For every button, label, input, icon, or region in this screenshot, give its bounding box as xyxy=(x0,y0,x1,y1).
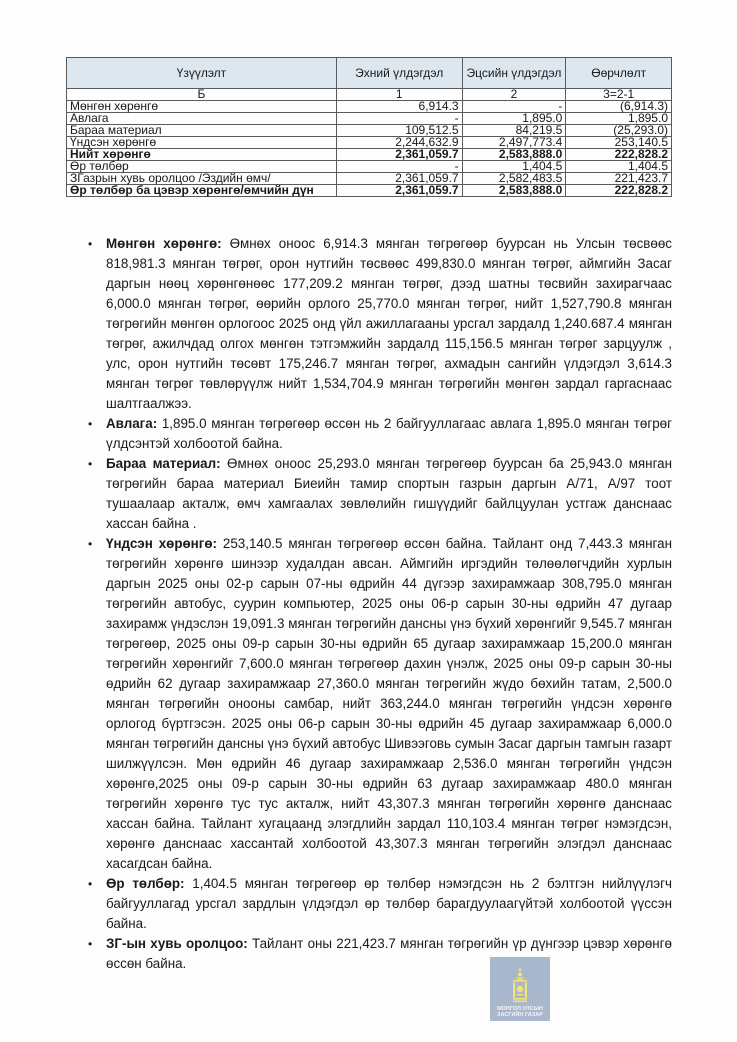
logo-text-line1: МОНГОЛ УЛСЫН xyxy=(496,1006,544,1012)
logo-text-line2: ЗАСГИЙН ГАЗАР xyxy=(497,1012,543,1018)
note-liabilities xyxy=(78,874,672,934)
row-end: 1,404.5 xyxy=(462,161,566,173)
note-fixed-assets xyxy=(78,534,672,874)
note-body: 253,140.5 мянган төгрөгөөр өссөн байна. Тайлант онд 7,443.3 мянган төгрөгийн хөрөнгө шинээр худалдан авсан. Аймгийн иргэдийн төлөөлөгчдийн хурлын даргын 2025 оны 02-р сарын 07-ны өдрийн 44 дүгээр захирамжаар 308,795.0 мянган төгрөгийн автобус, суурин компьютер, 2025 оны 06-р сарын 30-ны өдрийн 47 дугаар захирамж үндэслэн 19,091.3 мянган төгрөгийн дансны үнэ бүхий хөрөнгийг 9,545.7 мянган төгрөгөөр, 2025 оны 09-р сарын 30-ны өдрийн 65 дугаар захирамжаар 15,200.0 мянган төгрөгийн хөрөнгийг 7,600.0 мянган төгрөгөөр дахин үнэлж, 2025 оны 09-р сарын 30-ны өдрийн 62 дугаар захирамжаар 27,360.0 мянган төгрөгийн жүдо бөхийн татам, 2,500.0 мянган төгрөгийн онооны самбар, нийт 363,244.0 мянган төгрөгийн үндсэн хөрөнгө орлогод бүртгэсэн. 2025 оны 06-р сарын 30-ны өдрийн 45 дугаар захирамжаар 6,000.0 мянган төгрөгийн дансны үнэ бүхий автобус Шивээговь сумын Засаг даргын тамгын газарт шилжүүлсэн. Мөн өдрийн 46 дугаар захирамжаар 2,536.0 мянган төгрөгийн үндсэн хөрөнгө,2025 оны 09-р сарын 30-ны өдрийн 63 дугаар захирамжаар 480.0 мянган төгрөгийн хөрөнгө тус тус акталж, нийт 43,307.3 мянган төгрөгийн хөрөнгө данснаас хассан байна. Тайлант хугацаанд элэгдлийн зардал 110,103.4 мянган төгрөг нэмэгдсэн, хөрөнгө данснаас хассантай холбоотой 43,307.3 мянган төгрөгийн элэгдэл данснаас хасагдсан байна. xyxy=(106,536,672,871)
index-cell: 1 xyxy=(336,89,462,101)
row-change: 222,828.2 xyxy=(566,149,672,161)
table-row-total-liabilities-equity xyxy=(67,185,672,197)
note-body: Өмнөх оноос 25,293.0 мянган төгрөгөөр буурсан ба 25,943.0 мянган төгрөгийн бараа материал Биеийн тамир спортын газрын даргын А/71, А/97 тоот тушаалаар акталж, өмч хамгаалах зөвлөлийн гишүүдийг байлцуулан устгаж данснаас хассан байна . xyxy=(106,456,673,531)
table-header-row xyxy=(67,58,672,89)
index-cell: 3=2-1 xyxy=(566,89,672,101)
bullet-icon: • xyxy=(88,937,93,951)
note-heading: Өр төлбөр: xyxy=(106,876,185,891)
table-row xyxy=(67,125,672,137)
explanatory-notes-list xyxy=(78,234,672,974)
row-label: Нийт хөрөнгө xyxy=(67,149,337,161)
row-end: 84,219.5 xyxy=(462,125,566,137)
note-body: Өмнөх оноос 6,914.3 мянган төгрөгөөр буурсан нь Улсын төсвөөс 818,981.3 мянган төгрөг, орон нутгийн төсвөөс 499,830.0 мянган төгрөг, аймгийн Засаг даргын нөөц хөрөнгөнөөс 177,209.2 мянган төгрөг, дээд шатны төсвийн захирагчаас 6,000.0 мянган төгрөг, өөрийн орлого 25,770.0 мянган төгрөг, нийт 1,527,790.8 мянган төгрөгийн мөнгөн орлогоос 2025 онд үйл ажиллагааны урсгал зардалд 1,240.687.4 мянган төгрөг, ажилчдад олгох мөнгөн тэтгэмжийн зардалд 115,156.5 мянган төгрөг зарцуулж , улс, орон нутгийн төсөвт 175,246.7 мянган төгрөг, ахмадын сангийн үлдэгдэл 3,614.3 мянган төгрөг төвлөрүүлж нийт 1,534,704.9 мянган төгрөгийн мөнгөн зардал гаргаснаас шалтгаалжээ. xyxy=(106,236,672,411)
note-heading: Мөнгөн хөрөнгө: xyxy=(106,236,222,251)
index-cell: Б xyxy=(67,89,337,101)
bullet-icon: • xyxy=(88,457,93,471)
note-cash xyxy=(78,234,672,414)
row-change: 253,140.5 xyxy=(566,137,672,149)
row-start: 2,361,059.7 xyxy=(336,149,462,161)
row-label: Үндсэн хөрөнгө xyxy=(67,137,337,149)
row-end: 2,583,888.0 xyxy=(462,149,566,161)
row-change: 222,828.2 xyxy=(566,185,672,197)
bullet-icon: • xyxy=(88,877,93,891)
table-row xyxy=(67,137,672,149)
note-heading: Үндсэн хөрөнгө: xyxy=(106,536,217,551)
row-start: 109,512.5 xyxy=(336,125,462,137)
row-label: Өр төлбөр xyxy=(67,161,337,173)
row-start: 2,361,059.7 xyxy=(336,173,462,185)
row-label: Өр төлбөр ба цэвэр хөрөнгө/өмчийн дүн xyxy=(67,185,337,197)
bullet-icon: • xyxy=(88,537,93,551)
row-change: 1,404.5 xyxy=(566,161,672,173)
row-end: 2,582,483.5 xyxy=(462,173,566,185)
soyombo-icon xyxy=(510,967,530,1003)
table-row xyxy=(67,101,672,113)
row-label: Авлага xyxy=(67,113,337,125)
row-end: - xyxy=(462,101,566,113)
note-inventory xyxy=(78,454,672,534)
note-body: 1,895.0 мянган төгрөгөөр өссөн нь 2 байгууллагаас авлага 1,895.0 мянган төгрөг үлдсэнтэй холбоотой байна. xyxy=(106,416,672,451)
row-change: 1,895.0 xyxy=(566,113,672,125)
row-change: 221,423.7 xyxy=(566,173,672,185)
row-start: 2,361,059.7 xyxy=(336,185,462,197)
row-start: - xyxy=(336,113,462,125)
financial-position-table xyxy=(66,57,672,197)
header-closing-balance: Эцсийн үлдэгдэл xyxy=(462,58,566,89)
row-change: (25,293.0) xyxy=(566,125,672,137)
row-label: Бараа материал xyxy=(67,125,337,137)
note-receivables xyxy=(78,414,672,454)
header-change: Өөрчлөлт xyxy=(566,58,672,89)
note-body: Тайлант оны 221,423.7 мянган төгрөгийн үр дүнгээр цэвэр хөрөнгө өссөн байна. xyxy=(106,936,672,971)
row-change: (6,914.3) xyxy=(566,101,672,113)
note-government-equity xyxy=(78,934,672,974)
note-body: 1,404.5 мянган төгрөгөөр өр төлбөр нэмэгдсэн нь 2 бэлтгэн нийлүүлэгч байгууллагад урсгал зардлын үлдэгдэл өр төлбөр барагдуулаагүйтэй холбоотой үүссэн байна. xyxy=(106,876,672,931)
row-end: 1,895.0 xyxy=(462,113,566,125)
row-start: 2,244,632.9 xyxy=(336,137,462,149)
row-start: - xyxy=(336,161,462,173)
row-start: 6,914.3 xyxy=(336,101,462,113)
note-heading: ЗГ-ын хувь оролцоо: xyxy=(106,936,248,951)
header-opening-balance: Эхний үлдэгдэл xyxy=(336,58,462,89)
note-heading: Бараа материал: xyxy=(106,456,221,471)
row-end: 2,583,888.0 xyxy=(462,185,566,197)
table-row-total-assets xyxy=(67,149,672,161)
header-indicator: Үзүүлэлт xyxy=(67,58,337,89)
government-logo xyxy=(490,957,550,1021)
bullet-icon: • xyxy=(88,417,93,431)
bullet-icon: • xyxy=(88,237,93,251)
note-heading: Авлага: xyxy=(106,416,158,431)
row-end: 2,497,773.4 xyxy=(462,137,566,149)
row-label: ЗГазрын хувь оролцоо /Эздийн өмч/ xyxy=(67,173,337,185)
row-label: Мөнгөн хөрөнгө xyxy=(67,101,337,113)
index-cell: 2 xyxy=(462,89,566,101)
